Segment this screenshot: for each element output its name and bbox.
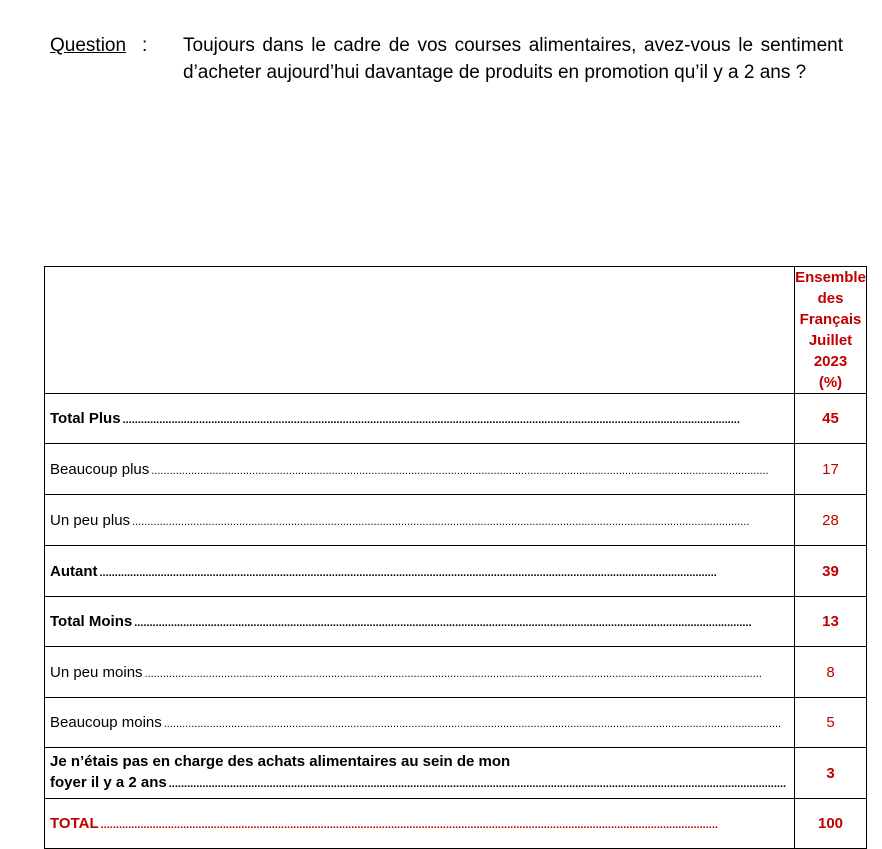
row-label: Total Plus bbox=[50, 410, 121, 427]
table-row-pas-en-charge bbox=[45, 748, 867, 799]
row-label-line2: foyer il y a 2 ans bbox=[50, 774, 167, 791]
row-label-line1: Je n’étais pas en charge des achats alimentaires au sein de mon bbox=[50, 753, 511, 770]
table-row-total-moins bbox=[45, 597, 867, 647]
table-header-row bbox=[45, 267, 867, 394]
row-label: Autant bbox=[50, 562, 98, 580]
row-value: 3 bbox=[795, 748, 867, 799]
table-row-total bbox=[45, 799, 867, 849]
table-row-beaucoup-plus bbox=[45, 444, 867, 495]
table-row-total-plus bbox=[45, 394, 867, 444]
table-row-beaucoup-moins bbox=[45, 698, 867, 748]
table-row-un-peu-moins bbox=[45, 647, 867, 698]
results-table bbox=[44, 266, 867, 849]
row-value: 100 bbox=[795, 799, 867, 849]
row-label: Un peu moins bbox=[50, 663, 143, 681]
row-value: 45 bbox=[795, 394, 867, 444]
row-label: Beaucoup plus bbox=[50, 460, 150, 478]
header-unit: (%) bbox=[818, 374, 843, 391]
row-label: TOTAL bbox=[50, 815, 99, 832]
header-date: Juillet 2023 bbox=[808, 332, 853, 370]
row-value: 5 bbox=[795, 698, 867, 748]
row-value: 39 bbox=[795, 546, 867, 597]
row-value: 8 bbox=[795, 647, 867, 698]
header-population: Ensemble des Français bbox=[795, 269, 866, 328]
header-population-cell bbox=[795, 267, 867, 394]
table-row-autant bbox=[45, 546, 867, 597]
header-empty-cell bbox=[45, 267, 795, 394]
row-label: Total Moins bbox=[50, 613, 133, 630]
row-value: 17 bbox=[795, 444, 867, 495]
question-colon: : bbox=[142, 35, 148, 56]
row-label: Beaucoup moins bbox=[50, 714, 162, 731]
row-label: Un peu plus bbox=[50, 511, 131, 529]
row-value: 28 bbox=[795, 495, 867, 546]
table-row-un-peu-plus bbox=[45, 495, 867, 546]
question-label: Question bbox=[50, 35, 127, 56]
row-value: 13 bbox=[795, 597, 867, 647]
question-text: Toujours dans le cadre de vos courses alimentaires, avez-vous le sentiment d’acheter aujourd’hui davantage de produits en promotion qu’il y a 2 ans ? bbox=[183, 35, 843, 83]
